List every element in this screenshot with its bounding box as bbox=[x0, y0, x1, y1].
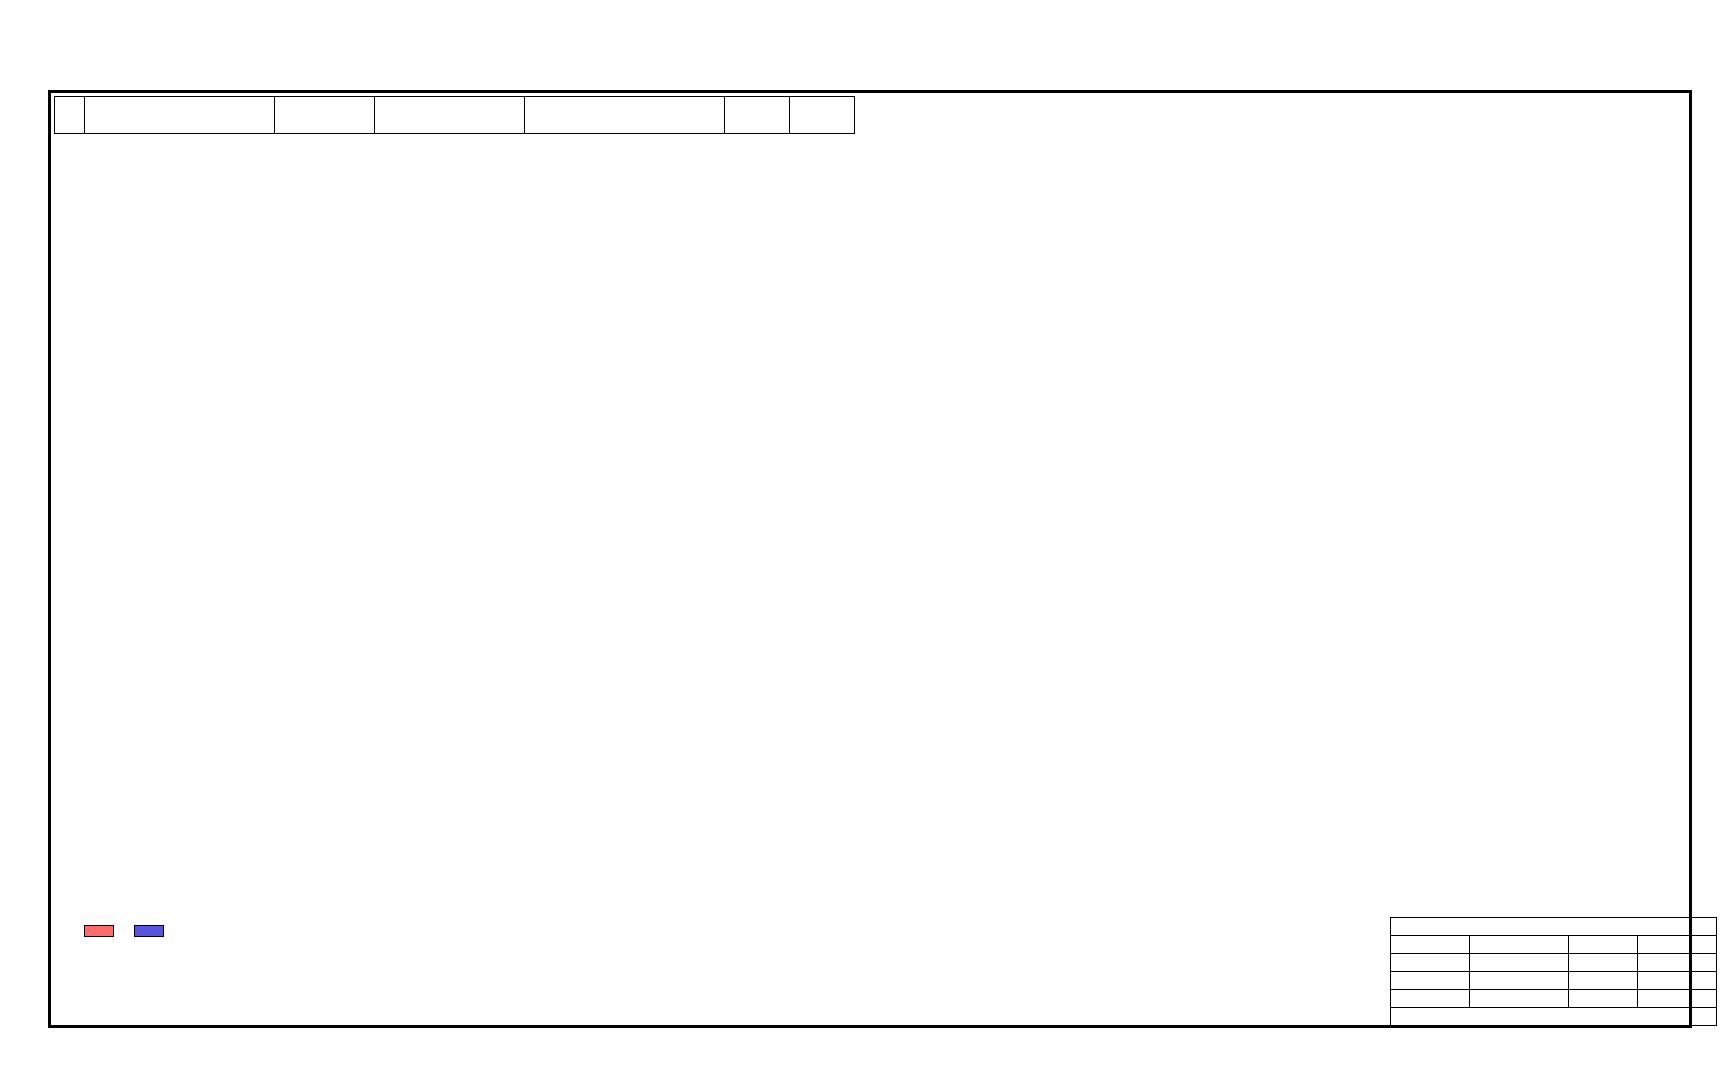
checker-value bbox=[1470, 990, 1569, 1008]
task-table bbox=[54, 96, 855, 134]
editor-value bbox=[1470, 936, 1569, 954]
header-no bbox=[55, 97, 85, 134]
legend-critical-swatch bbox=[84, 925, 114, 937]
drawer-value bbox=[1470, 954, 1569, 972]
duration-label bbox=[1569, 990, 1638, 1008]
checker-label bbox=[1391, 990, 1470, 1008]
reviewer-value bbox=[1470, 972, 1569, 990]
owner-value bbox=[1638, 936, 1717, 954]
title-block bbox=[1390, 917, 1717, 1026]
header-duration bbox=[275, 97, 375, 134]
end-label bbox=[1569, 972, 1638, 990]
sheet-frame bbox=[48, 90, 1692, 1028]
end-value bbox=[1638, 972, 1717, 990]
header-name bbox=[85, 97, 275, 134]
duration-value bbox=[1638, 990, 1717, 1008]
start-label bbox=[1569, 954, 1638, 972]
editor-label bbox=[1391, 936, 1470, 954]
print-date bbox=[1391, 1008, 1717, 1026]
legend-normal-swatch bbox=[134, 925, 164, 937]
header-resource bbox=[790, 97, 855, 134]
owner-label bbox=[1569, 936, 1638, 954]
header-end bbox=[525, 97, 725, 134]
header-start bbox=[375, 97, 525, 134]
title-block-project bbox=[1391, 918, 1717, 936]
header-predecessor bbox=[725, 97, 790, 134]
drawer-label bbox=[1391, 954, 1470, 972]
legend bbox=[64, 925, 164, 937]
reviewer-label bbox=[1391, 972, 1470, 990]
start-value bbox=[1638, 954, 1717, 972]
